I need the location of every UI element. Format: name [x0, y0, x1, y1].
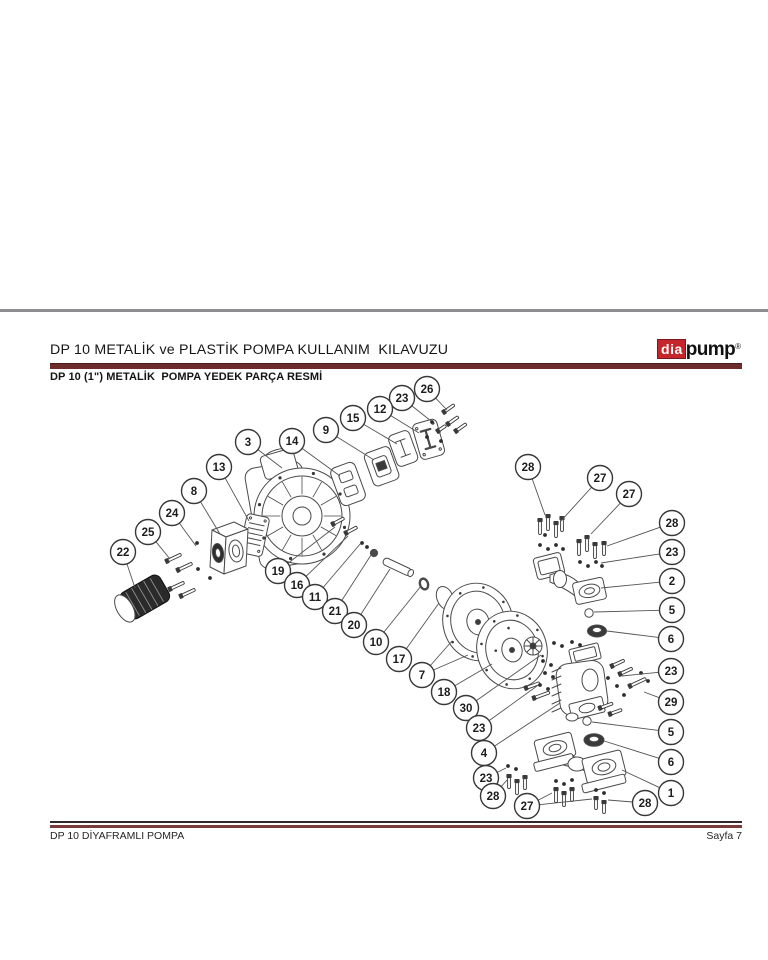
svg-text:21: 21: [328, 606, 342, 618]
logo-pump-text: pump: [685, 339, 736, 360]
part-seat-lower: [584, 734, 604, 747]
bolt: [609, 658, 625, 669]
bolt: [584, 535, 589, 552]
page-title: DP 10 METALİK ve PLASTİK POMPA KULLANIM KILAVUZU: [50, 342, 449, 358]
bolt: [175, 561, 193, 573]
callout-2: [601, 569, 685, 594]
svg-text:23: 23: [665, 547, 679, 559]
bolt: [592, 542, 597, 559]
callout-5: [592, 720, 684, 745]
callout-21: [323, 555, 372, 624]
bolt: [561, 791, 566, 807]
svg-text:26: 26: [420, 384, 434, 396]
svg-text:17: 17: [392, 654, 406, 666]
svg-text:27: 27: [593, 473, 607, 485]
bolt: [537, 518, 542, 535]
callout-25: [136, 520, 171, 560]
bolt: [445, 415, 460, 428]
svg-text:5: 5: [667, 727, 675, 739]
part-muffler: [110, 573, 172, 626]
svg-text:27: 27: [520, 801, 534, 813]
svg-text:28: 28: [486, 791, 500, 803]
svg-text:14: 14: [285, 436, 299, 448]
footer-document-name: DP 10 DİYAFRAMLI POMPA: [50, 830, 185, 842]
part-air-valve-body: [210, 522, 248, 574]
callout-6: [607, 627, 684, 652]
svg-text:2: 2: [668, 576, 676, 588]
svg-text:3: 3: [244, 437, 252, 449]
footer-page-number: Sayfa 7: [706, 830, 742, 842]
bolt: [167, 580, 185, 592]
svg-text:4: 4: [480, 748, 488, 760]
svg-text:10: 10: [369, 637, 383, 649]
svg-text:8: 8: [190, 486, 198, 498]
callout-3: [236, 430, 283, 469]
svg-text:6: 6: [667, 757, 675, 769]
callout-5: [594, 598, 685, 623]
part-ball-upper: [585, 609, 593, 617]
svg-text:23: 23: [664, 666, 678, 678]
callout-23: [622, 659, 684, 684]
callout-26: [415, 377, 448, 411]
callout-28: [608, 791, 658, 816]
bolt: [553, 787, 558, 803]
svg-text:1: 1: [667, 788, 675, 800]
svg-text:28: 28: [638, 798, 652, 810]
callout-29: [644, 690, 684, 715]
svg-text:23: 23: [479, 773, 493, 785]
callout-27: [515, 793, 593, 819]
bolt: [453, 422, 468, 435]
bolt: [601, 541, 606, 556]
svg-text:27: 27: [622, 489, 636, 501]
part-seat-upper: [588, 625, 607, 637]
bolt: [576, 539, 581, 556]
svg-text:28: 28: [521, 462, 535, 474]
svg-text:15: 15: [346, 413, 360, 425]
callout-17: [387, 603, 440, 672]
svg-text:23: 23: [472, 723, 486, 735]
registered-mark: ®: [735, 342, 741, 351]
bolt: [441, 403, 456, 416]
callout-22: [111, 540, 136, 589]
svg-text:6: 6: [667, 634, 675, 646]
callout-24: [160, 501, 197, 547]
callout-20: [342, 569, 391, 638]
bolt: [593, 796, 598, 810]
svg-text:11: 11: [308, 592, 322, 604]
part-small-row: [370, 549, 457, 612]
logo-dia-box: dia: [657, 339, 686, 359]
svg-text:30: 30: [459, 703, 473, 715]
svg-text:22: 22: [116, 547, 130, 559]
svg-text:9: 9: [322, 425, 330, 437]
svg-text:7: 7: [418, 670, 426, 682]
bolt: [178, 587, 196, 599]
callout-13: [207, 455, 250, 522]
svg-text:24: 24: [165, 508, 179, 520]
footer-rule-maroon: [50, 825, 742, 828]
part-base-manifold: [533, 732, 626, 793]
part-ball-lower: [583, 717, 591, 725]
bolt: [506, 774, 511, 789]
svg-text:12: 12: [373, 404, 387, 416]
callout-27: [560, 466, 613, 523]
bolt: [514, 779, 519, 795]
svg-text:16: 16: [290, 580, 304, 592]
bolt: [522, 775, 527, 790]
callout-8: [182, 479, 221, 535]
part-upper-manifold: [533, 552, 607, 605]
bolt: [545, 514, 550, 531]
svg-text:25: 25: [141, 527, 155, 539]
bolt: [627, 676, 647, 689]
section-subtitle: DP 10 (1") METALİK POMPA YEDEK PARÇA RESMİ: [50, 371, 323, 383]
svg-text:18: 18: [437, 687, 451, 699]
bolt: [607, 707, 622, 717]
bolt: [569, 787, 574, 802]
part-diaphragm-discs: [434, 575, 556, 696]
svg-text:29: 29: [664, 697, 678, 709]
footer-rule-dark: [50, 821, 742, 823]
callout-28: [516, 455, 546, 516]
svg-text:23: 23: [395, 393, 409, 405]
svg-text:28: 28: [665, 518, 679, 530]
svg-text:5: 5: [668, 605, 676, 617]
bolt: [601, 800, 606, 814]
svg-text:19: 19: [271, 566, 285, 578]
bolt: [531, 690, 550, 701]
bolt: [553, 521, 558, 538]
svg-text:13: 13: [212, 462, 226, 474]
bolt: [164, 552, 182, 564]
svg-text:20: 20: [347, 620, 361, 632]
